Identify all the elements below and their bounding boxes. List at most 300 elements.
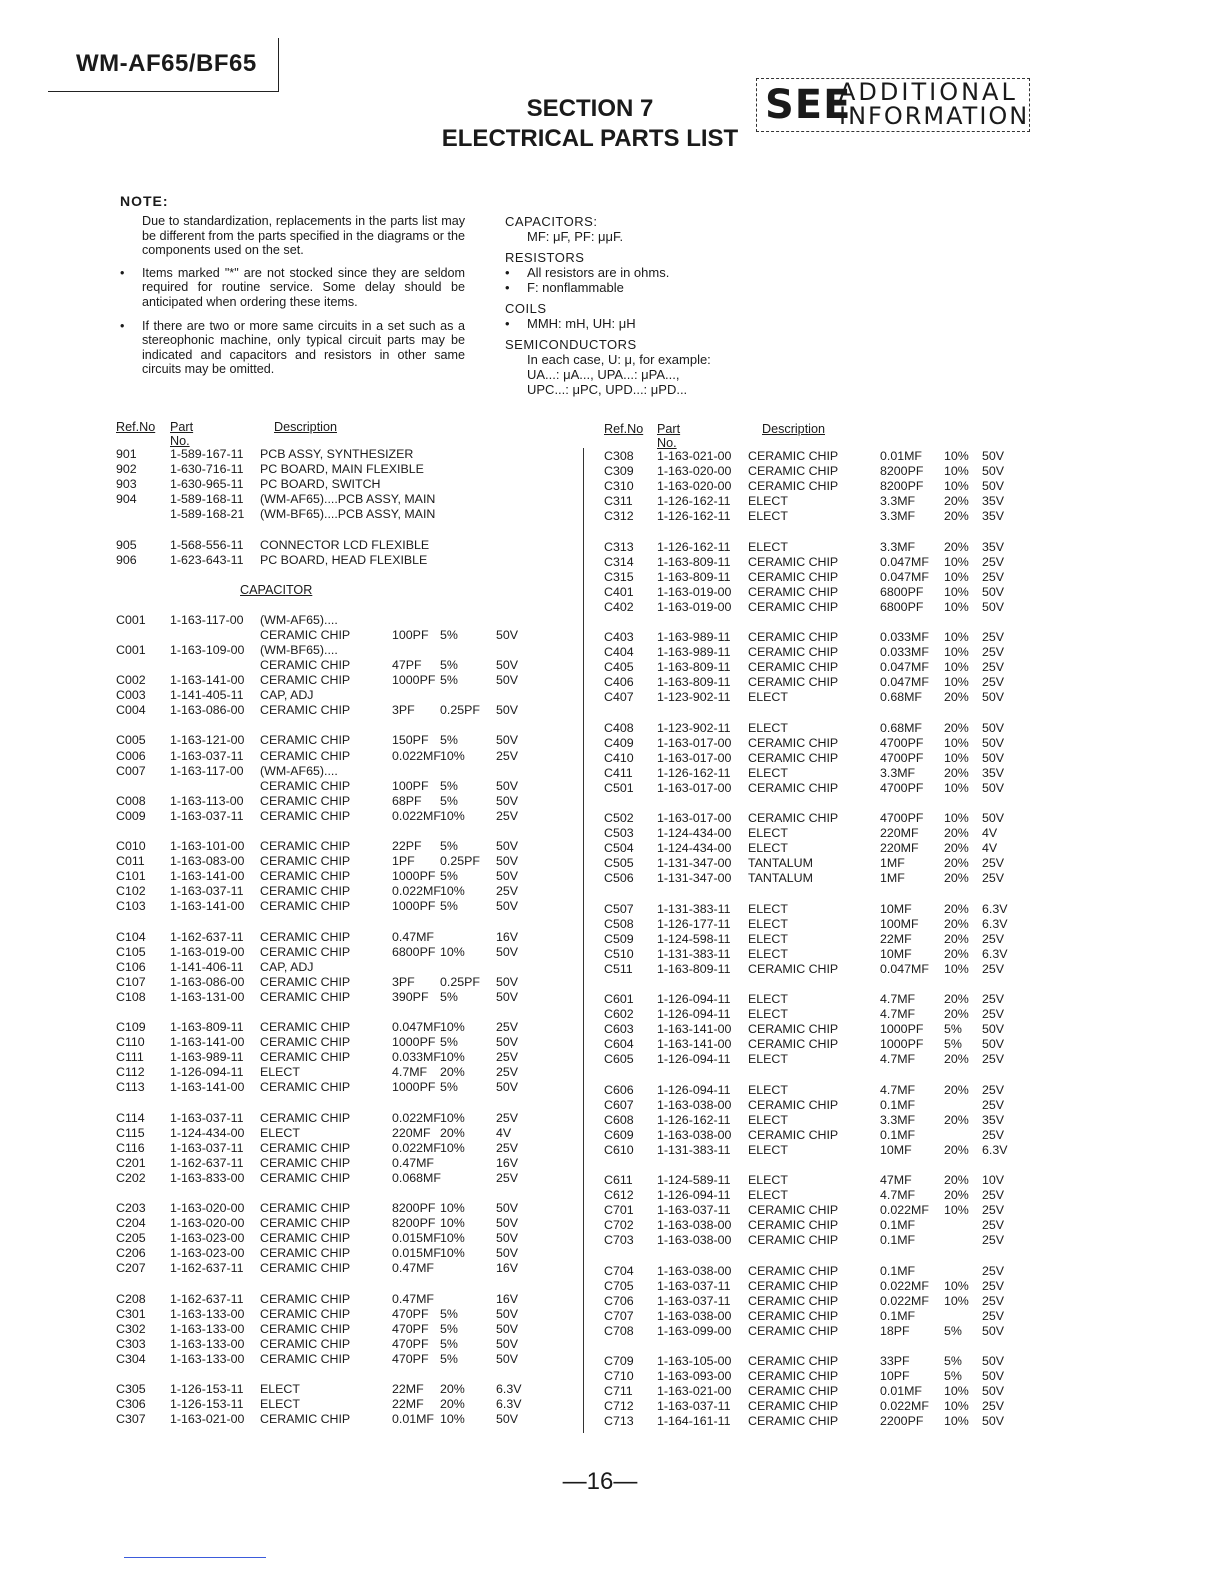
part-no-cell: 1-126-094-11 bbox=[657, 1052, 731, 1067]
voltage-cell: 50V bbox=[496, 1351, 519, 1366]
capacitor-heading: CAPACITOR bbox=[240, 582, 313, 597]
tolerance-cell: 10% bbox=[944, 675, 969, 690]
description-cell: CERAMIC CHIP bbox=[748, 1354, 839, 1368]
table-row bbox=[116, 975, 536, 990]
voltage-cell: 50V bbox=[496, 899, 519, 914]
tolerance-cell: 10% bbox=[944, 1293, 969, 1308]
ref-no-cell: C505 bbox=[604, 856, 634, 871]
table-row bbox=[116, 945, 536, 960]
description-cell: CERAMIC CHIP bbox=[260, 1412, 351, 1427]
voltage-cell: 16V bbox=[496, 929, 519, 944]
table-row bbox=[116, 839, 536, 854]
ref-no-cell: C304 bbox=[116, 1351, 146, 1366]
ref-no-cell: C702 bbox=[604, 1218, 634, 1233]
tolerance-cell: 10% bbox=[440, 748, 465, 763]
table-row bbox=[116, 1156, 536, 1171]
value-cell: 8200PF bbox=[880, 479, 924, 494]
part-no-cell: 1-126-094-11 bbox=[170, 1065, 244, 1080]
description-cell: CERAMIC CHIP bbox=[748, 780, 839, 795]
voltage-cell: 50V bbox=[982, 1369, 1005, 1384]
voltage-cell: 50V bbox=[496, 733, 519, 748]
part-no-cell: 1-630-965-11 bbox=[170, 477, 244, 492]
part-no-cell: 1-126-153-11 bbox=[170, 1382, 244, 1396]
part-no-cell: 1-126-094-11 bbox=[657, 992, 731, 1006]
description-cell: CERAMIC CHIP bbox=[748, 1127, 839, 1142]
table-row bbox=[604, 1414, 1024, 1429]
value-cell: 8200PF bbox=[392, 1201, 436, 1215]
description-cell: CERAMIC CHIP bbox=[748, 584, 839, 599]
part-no-cell: 1-163-037-11 bbox=[170, 808, 244, 823]
tolerance-cell: 20% bbox=[944, 931, 969, 946]
voltage-cell: 50V bbox=[982, 750, 1005, 765]
description-cell: CERAMIC CHIP bbox=[748, 1323, 839, 1338]
ref-no-cell: C303 bbox=[116, 1336, 146, 1351]
voltage-cell: 16V bbox=[496, 1261, 519, 1276]
voltage-cell: 6.3V bbox=[982, 916, 1008, 931]
header-ref-no: Ref.No bbox=[116, 420, 156, 434]
tolerance-cell: 20% bbox=[944, 901, 969, 916]
legend-semiconductors-heading: SEMICONDUCTORS bbox=[505, 337, 637, 352]
description-cell: CERAMIC CHIP bbox=[260, 1291, 351, 1306]
part-no-cell: 1-131-347-00 bbox=[657, 856, 732, 871]
value-cell: 22MF bbox=[880, 931, 912, 946]
description-cell: CERAMIC CHIP bbox=[260, 1321, 351, 1336]
part-no-cell: 1-126-162-11 bbox=[657, 765, 731, 780]
table-row bbox=[604, 1143, 1024, 1158]
part-no-cell: 1-124-434-00 bbox=[657, 826, 732, 841]
table-row bbox=[604, 947, 1024, 962]
value-cell: 0.01MF bbox=[880, 1384, 923, 1399]
blue-scan-line bbox=[124, 1557, 266, 1558]
legend-semi-text: UPC...: μPC, UPD...: μPD... bbox=[527, 382, 688, 397]
table-row bbox=[604, 1203, 1024, 1218]
voltage-cell: 50V bbox=[496, 1321, 519, 1336]
voltage-cell: 50V bbox=[982, 599, 1005, 614]
description-cell: CERAMIC CHIP bbox=[260, 974, 351, 989]
value-cell: 0.022MF bbox=[880, 1399, 929, 1414]
description-cell: (WM-AF65)....PCB ASSY, MAIN bbox=[260, 492, 436, 507]
part-no-cell: 1-141-405-11 bbox=[170, 688, 244, 703]
ref-no-cell: C506 bbox=[604, 871, 634, 886]
table-row bbox=[604, 509, 1024, 524]
value-cell: 0.015MF bbox=[392, 1231, 441, 1246]
tolerance-cell: 10% bbox=[440, 1246, 465, 1261]
tolerance-cell: 20% bbox=[944, 539, 969, 554]
voltage-cell: 50V bbox=[496, 1336, 519, 1351]
description-cell: CERAMIC CHIP bbox=[260, 1351, 351, 1366]
part-no-cell: 1-589-167-11 bbox=[170, 447, 244, 461]
ref-no-cell: C708 bbox=[604, 1323, 634, 1338]
see-additional-information-stamp bbox=[756, 78, 1030, 132]
table-row bbox=[116, 628, 536, 643]
voltage-cell: 16V bbox=[496, 1155, 519, 1170]
ref-no-cell: C204 bbox=[116, 1216, 146, 1231]
value-cell: 0.033MF bbox=[880, 645, 929, 660]
ref-no-cell: C410 bbox=[604, 750, 634, 765]
note-paragraph: Due to standardization, replacements in the parts list may be different from the parts specified in the diagrams or the components used on the set. bbox=[142, 214, 465, 258]
part-no-cell: 1-163-989-11 bbox=[657, 645, 731, 660]
table-row bbox=[116, 553, 536, 568]
voltage-cell: 6.3V bbox=[982, 901, 1008, 916]
tolerance-cell: 10% bbox=[944, 1384, 969, 1399]
description-cell: CERAMIC CHIP bbox=[748, 1218, 839, 1233]
ref-no-cell: C502 bbox=[604, 811, 634, 825]
ref-no-cell: C107 bbox=[116, 974, 146, 989]
note-item bbox=[120, 318, 465, 377]
ref-no-cell: C009 bbox=[116, 808, 146, 823]
voltage-cell: 25V bbox=[982, 1218, 1005, 1233]
description-cell: (WM-AF65).... bbox=[260, 612, 338, 627]
table-row bbox=[604, 1294, 1024, 1309]
description-cell: CERAMIC CHIP bbox=[748, 1293, 839, 1308]
voltage-cell: 50V bbox=[496, 944, 519, 959]
description-cell: ELECT bbox=[748, 494, 788, 509]
value-cell: 4.7MF bbox=[880, 992, 916, 1006]
description-cell: CERAMIC CHIP bbox=[260, 778, 351, 793]
description-cell: CERAMIC CHIP bbox=[748, 449, 839, 463]
value-cell: 0.033MF bbox=[880, 630, 929, 644]
part-no-cell: 1-163-109-00 bbox=[170, 642, 245, 657]
value-cell: 4700PF bbox=[880, 811, 924, 825]
value-cell: 8200PF bbox=[392, 1216, 436, 1231]
value-cell: 22PF bbox=[392, 839, 422, 853]
description-cell: CERAMIC CHIP bbox=[748, 1037, 839, 1052]
tolerance-cell: 10% bbox=[944, 569, 969, 584]
table-row bbox=[604, 992, 1024, 1007]
value-cell: 0.1MF bbox=[880, 1263, 916, 1278]
ref-no-cell: C706 bbox=[604, 1293, 634, 1308]
description-cell: CERAMIC CHIP bbox=[260, 1050, 351, 1065]
part-no-cell: 1-163-020-00 bbox=[170, 1216, 245, 1231]
description-cell: CERAMIC CHIP bbox=[748, 1022, 839, 1037]
voltage-cell: 25V bbox=[982, 1188, 1005, 1203]
tolerance-cell: 20% bbox=[440, 1397, 465, 1412]
voltage-cell: 50V bbox=[982, 690, 1005, 705]
note-item-text: Items marked "*" are not stocked since they are seldom required for routine service. Some delay should be anticipated when ordering these items. bbox=[142, 265, 465, 309]
header-description: Description bbox=[274, 420, 337, 434]
voltage-cell: 50V bbox=[496, 1035, 519, 1050]
table-row bbox=[604, 1384, 1024, 1399]
table-row bbox=[604, 1399, 1024, 1414]
description-cell: ELECT bbox=[748, 1052, 788, 1067]
part-no-cell: 1-126-177-11 bbox=[657, 916, 731, 931]
tolerance-cell: 20% bbox=[944, 1082, 969, 1097]
ref-no-cell: C105 bbox=[116, 944, 146, 959]
bullet-icon: • bbox=[120, 265, 125, 280]
ref-no-cell: C313 bbox=[604, 539, 634, 554]
part-no-cell: 1-126-162-11 bbox=[657, 539, 731, 554]
value-cell: 1000PF bbox=[880, 1022, 924, 1037]
table-row bbox=[116, 492, 536, 507]
tolerance-cell: 20% bbox=[944, 916, 969, 931]
part-no-cell: 1-163-038-00 bbox=[657, 1127, 732, 1142]
ref-no-cell: C005 bbox=[116, 733, 146, 748]
value-cell: 0.022MF bbox=[392, 884, 441, 899]
value-cell: 100PF bbox=[392, 627, 429, 642]
stamp-additional: ADDITIONAL bbox=[839, 78, 1018, 106]
table-row bbox=[604, 1309, 1024, 1324]
part-no-cell: 1-163-019-00 bbox=[657, 599, 732, 614]
value-cell: 2200PF bbox=[880, 1414, 924, 1429]
description-cell: CERAMIC CHIP bbox=[260, 1201, 351, 1215]
tolerance-cell: 0.25PF bbox=[440, 974, 480, 989]
value-cell: 470PF bbox=[392, 1321, 429, 1336]
description-cell: CERAMIC CHIP bbox=[748, 961, 839, 976]
legend-resistors-heading: RESISTORS bbox=[505, 250, 585, 265]
value-cell: 0.047MF bbox=[880, 554, 929, 569]
legend-capacitors-text: MF: μF, PF: μμF. bbox=[527, 229, 624, 244]
description-cell: ELECT bbox=[748, 1007, 788, 1022]
table-row bbox=[604, 766, 1024, 781]
ref-no-cell: 903 bbox=[116, 477, 137, 492]
voltage-cell: 35V bbox=[982, 539, 1005, 554]
ref-no-cell: C001 bbox=[116, 612, 146, 627]
voltage-cell: 25V bbox=[982, 961, 1005, 976]
value-cell: 4700PF bbox=[880, 750, 924, 765]
ref-no-cell: C310 bbox=[604, 479, 634, 494]
tolerance-cell: 5% bbox=[440, 899, 458, 914]
tolerance-cell: 20% bbox=[944, 1052, 969, 1067]
value-cell: 0.015MF bbox=[392, 1246, 441, 1261]
table-row bbox=[116, 960, 536, 975]
tolerance-cell: 20% bbox=[440, 1065, 465, 1080]
legend-capacitors-heading: CAPACITORS: bbox=[505, 214, 598, 229]
description-cell: (WM-BF65).... bbox=[260, 642, 338, 657]
description-cell: CERAMIC CHIP bbox=[260, 703, 351, 718]
ref-no-cell: C405 bbox=[604, 660, 634, 675]
voltage-cell: 6.3V bbox=[982, 1142, 1008, 1157]
table-row bbox=[604, 464, 1024, 479]
description-cell: ELECT bbox=[748, 509, 788, 524]
ref-no-cell: C203 bbox=[116, 1201, 146, 1215]
table-row bbox=[604, 811, 1024, 826]
ref-no-cell: C110 bbox=[116, 1035, 145, 1050]
voltage-cell: 25V bbox=[982, 1278, 1005, 1293]
voltage-cell: 50V bbox=[496, 1306, 519, 1321]
description-cell: PC BOARD, SWITCH bbox=[260, 477, 381, 492]
voltage-cell: 35V bbox=[982, 494, 1005, 509]
description-cell: CERAMIC CHIP bbox=[260, 1246, 351, 1261]
value-cell: 150PF bbox=[392, 733, 429, 748]
header-part-no: Part No. bbox=[170, 420, 194, 448]
tolerance-cell: 10% bbox=[440, 808, 465, 823]
voltage-cell: 25V bbox=[982, 660, 1005, 675]
part-no-cell: 1-163-038-00 bbox=[657, 1233, 732, 1248]
description-cell: CERAMIC CHIP bbox=[260, 884, 351, 899]
tolerance-cell: 20% bbox=[944, 720, 969, 735]
tolerance-cell: 10% bbox=[440, 1110, 465, 1125]
ref-no-cell: C713 bbox=[604, 1414, 634, 1429]
table-row bbox=[116, 1126, 536, 1141]
value-cell: 0.022MF bbox=[392, 808, 441, 823]
ref-no-cell: 902 bbox=[116, 462, 137, 477]
voltage-cell: 50V bbox=[496, 869, 519, 884]
voltage-cell: 25V bbox=[982, 856, 1005, 871]
table-row bbox=[604, 690, 1024, 705]
voltage-cell: 6.3V bbox=[982, 946, 1008, 961]
part-no-cell: 1-163-023-00 bbox=[170, 1231, 245, 1246]
description-cell: PC BOARD, MAIN FLEXIBLE bbox=[260, 462, 424, 477]
tolerance-cell: 20% bbox=[944, 992, 969, 1006]
voltage-cell: 25V bbox=[496, 1110, 519, 1125]
part-no-cell: 1-163-038-00 bbox=[657, 1263, 732, 1278]
bullet-icon: • bbox=[505, 265, 510, 280]
table-row bbox=[604, 600, 1024, 615]
description-cell: CONNECTOR LCD FLEXIBLE bbox=[260, 537, 430, 552]
voltage-cell: 25V bbox=[982, 1097, 1005, 1112]
table-row bbox=[116, 1141, 536, 1156]
tolerance-cell: 10% bbox=[944, 735, 969, 750]
description-cell: CERAMIC CHIP bbox=[260, 1110, 351, 1125]
ref-no-cell: C703 bbox=[604, 1233, 634, 1248]
table-row bbox=[116, 1065, 536, 1080]
table-row bbox=[604, 494, 1024, 509]
ref-no-cell: C609 bbox=[604, 1127, 634, 1142]
tolerance-cell: 20% bbox=[944, 871, 969, 886]
voltage-cell: 50V bbox=[496, 703, 519, 718]
ref-no-cell: C710 bbox=[604, 1369, 634, 1384]
part-no-cell: 1-163-020-00 bbox=[657, 464, 732, 479]
part-no-cell: 1-126-162-11 bbox=[657, 494, 731, 509]
table-row bbox=[604, 1279, 1024, 1294]
ref-no-cell: C411 bbox=[604, 765, 633, 780]
tolerance-cell: 10% bbox=[440, 1050, 465, 1065]
table-row bbox=[604, 1218, 1024, 1233]
table-row bbox=[116, 1261, 536, 1276]
value-cell: 1MF bbox=[880, 856, 905, 871]
table-row bbox=[116, 1352, 536, 1367]
part-no-cell: 1-163-017-00 bbox=[657, 735, 732, 750]
table-row bbox=[604, 540, 1024, 555]
part-no-cell: 1-163-809-11 bbox=[657, 961, 731, 976]
header-description: Description bbox=[762, 422, 825, 436]
description-cell: CERAMIC CHIP bbox=[260, 1216, 351, 1231]
voltage-cell: 25V bbox=[982, 1127, 1005, 1142]
voltage-cell: 25V bbox=[982, 1082, 1005, 1097]
part-no-cell: 1-163-037-11 bbox=[170, 884, 244, 899]
part-no-cell: 1-163-093-00 bbox=[657, 1369, 732, 1384]
part-no-cell: 1-623-643-11 bbox=[170, 552, 244, 567]
tolerance-cell: 20% bbox=[944, 690, 969, 705]
description-cell: CERAMIC CHIP bbox=[260, 1306, 351, 1321]
part-no-cell: 1-131-383-11 bbox=[657, 946, 731, 961]
ref-no-cell: C701 bbox=[604, 1203, 634, 1218]
description-cell: ELECT bbox=[748, 720, 788, 735]
table-row bbox=[116, 1050, 536, 1065]
description-cell: CERAMIC CHIP bbox=[260, 1231, 351, 1246]
part-no-cell: 1-163-809-11 bbox=[657, 660, 731, 675]
value-cell: 1PF bbox=[392, 854, 415, 869]
description-cell: ELECT bbox=[748, 931, 788, 946]
ref-no-cell: C612 bbox=[604, 1188, 634, 1203]
table-row bbox=[604, 479, 1024, 494]
part-no-cell: 1-164-161-11 bbox=[657, 1414, 731, 1429]
tolerance-cell: 5% bbox=[440, 673, 458, 688]
part-no-cell: 1-126-162-11 bbox=[657, 1112, 731, 1127]
description-cell: CERAMIC CHIP bbox=[260, 869, 351, 884]
value-cell: 0.022MF bbox=[392, 1110, 441, 1125]
part-no-cell: 1-163-833-00 bbox=[170, 1170, 245, 1185]
part-no-cell: 1-162-637-11 bbox=[170, 1155, 244, 1170]
voltage-cell: 50V bbox=[982, 735, 1005, 750]
table-row bbox=[604, 826, 1024, 841]
part-no-cell: 1-163-141-00 bbox=[170, 869, 245, 884]
tolerance-cell: 10% bbox=[944, 1203, 969, 1218]
ref-no-cell: C403 bbox=[604, 630, 634, 644]
table-row bbox=[604, 902, 1024, 917]
table-row bbox=[116, 703, 536, 718]
table-row bbox=[116, 1382, 536, 1397]
part-no-cell: 1-163-037-11 bbox=[657, 1203, 731, 1218]
voltage-cell: 25V bbox=[982, 569, 1005, 584]
table-row bbox=[116, 1171, 536, 1186]
ref-no-cell: C315 bbox=[604, 569, 634, 584]
part-no-cell: 1-163-989-11 bbox=[657, 630, 731, 644]
tolerance-cell: 10% bbox=[440, 1140, 465, 1155]
tolerance-cell: 10% bbox=[944, 1414, 969, 1429]
tolerance-cell: 10% bbox=[440, 1231, 465, 1246]
part-no-cell: 1-163-117-00 bbox=[170, 612, 244, 627]
ref-no-cell: 906 bbox=[116, 552, 137, 567]
tolerance-cell: 10% bbox=[944, 780, 969, 795]
legend-semi-text: In each case, U: μ, for example: bbox=[527, 352, 711, 367]
tolerance-cell: 10% bbox=[440, 944, 465, 959]
ref-no-cell: C307 bbox=[116, 1412, 146, 1427]
tolerance-cell: 5% bbox=[440, 839, 458, 853]
header-ref-no: Ref.No bbox=[604, 422, 644, 436]
part-no-cell: 1-163-083-00 bbox=[170, 854, 245, 869]
description-cell: ELECT bbox=[748, 901, 788, 916]
tolerance-cell: 5% bbox=[440, 778, 458, 793]
voltage-cell: 25V bbox=[982, 1399, 1005, 1414]
ref-no-cell: C004 bbox=[116, 703, 146, 718]
ref-no-cell: 904 bbox=[116, 492, 137, 507]
part-no-cell: 1-163-017-00 bbox=[657, 750, 732, 765]
ref-no-cell: C104 bbox=[116, 929, 146, 944]
tolerance-cell: 5% bbox=[440, 1321, 458, 1336]
voltage-cell: 50V bbox=[982, 811, 1005, 825]
voltage-cell: 25V bbox=[982, 931, 1005, 946]
part-no-cell: 1-630-716-11 bbox=[170, 462, 244, 477]
ref-no-cell: C707 bbox=[604, 1308, 634, 1323]
tolerance-cell: 10% bbox=[440, 1020, 465, 1034]
description-cell: CERAMIC CHIP bbox=[260, 944, 351, 959]
tolerance-cell: 5% bbox=[440, 1306, 458, 1321]
ref-no-cell: C401 bbox=[604, 584, 634, 599]
value-cell: 4700PF bbox=[880, 735, 924, 750]
note-item bbox=[120, 265, 465, 310]
description-cell: CERAMIC CHIP bbox=[748, 811, 839, 825]
table-row bbox=[116, 507, 536, 522]
table-row bbox=[604, 1354, 1024, 1369]
description-cell: TANTALUM bbox=[748, 856, 813, 871]
stamp-see: SEE bbox=[765, 82, 852, 128]
description-cell: PC BOARD, HEAD FLEXIBLE bbox=[260, 552, 428, 567]
model-rule-vertical bbox=[278, 38, 279, 92]
tolerance-cell: 20% bbox=[944, 1007, 969, 1022]
value-cell: 22MF bbox=[392, 1382, 424, 1396]
description-cell: ELECT bbox=[748, 690, 788, 705]
voltage-cell: 50V bbox=[496, 1231, 519, 1246]
voltage-cell: 50V bbox=[496, 673, 519, 688]
part-no-cell: 1-163-038-00 bbox=[657, 1218, 732, 1233]
value-cell: 0.022MF bbox=[392, 748, 441, 763]
voltage-cell: 50V bbox=[982, 1037, 1005, 1052]
table-row bbox=[116, 658, 536, 673]
description-cell: CERAMIC CHIP bbox=[748, 645, 839, 660]
description-cell: CERAMIC CHIP bbox=[748, 1384, 839, 1399]
ref-no-cell: C208 bbox=[116, 1291, 146, 1306]
